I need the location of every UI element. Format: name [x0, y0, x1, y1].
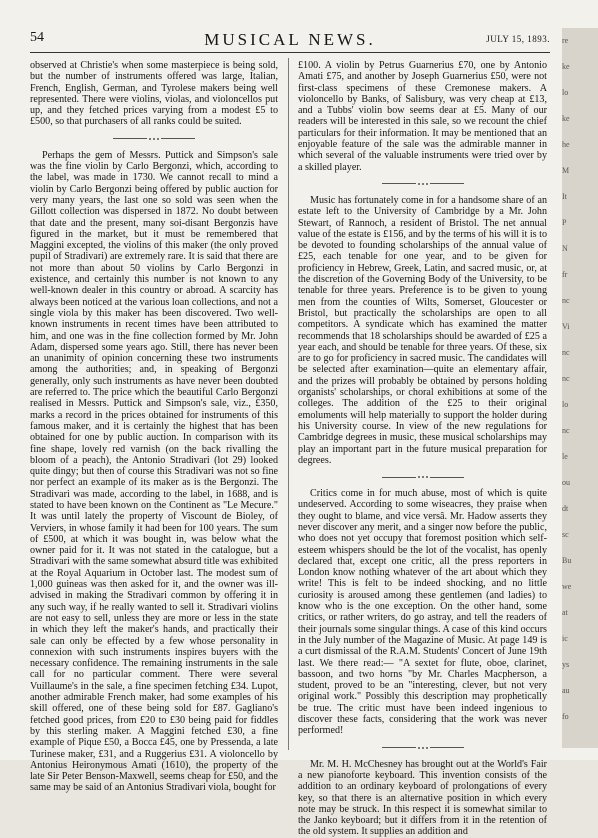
margin-fragment: nc: [562, 374, 570, 383]
page-header: [30, 30, 550, 53]
margin-fragment: at: [562, 608, 568, 617]
column-rule: [288, 58, 289, 750]
margin-fragment: ou: [562, 478, 570, 487]
margin-fragment: sc: [562, 530, 569, 539]
section-divider: [30, 132, 278, 146]
right-column: [298, 60, 547, 838]
margin-fragment: It: [562, 192, 567, 201]
issue-date: JULY 15, 1893.: [486, 34, 550, 44]
margin-fragment: fr: [562, 270, 568, 279]
margin-fragment: M: [562, 166, 570, 175]
margin-fragment: le: [562, 452, 568, 461]
margin-fragment: nc: [562, 296, 570, 305]
article-paragraph: Perhaps the gem of Messrs. Puttick and Simpson's sale was the fine violin by Carlo Bergonzi, which, according to the label, was made in 1730. We cannot recall to mind a violin by Carlo Bergonzi being offered by public auction for very many years, the last one so sold was seen when the Gillott collection was dispersed in 1872. No doubt between that date and the present, many soi-disant Bergonzis have figured in the market, but it must be remembered that Maggini excepted, the violins of this maker (the only proved pupil of Stradivari) are extremely rare. It is said that there are not more than about 50 violins by Carlo Bergonzi in existence, and certainly this number is not known to any well-known dealer in this country or abroad. A scarcity has always been noticed at the various loan collections, and not a single viola by this maker has been discovered. Two well-known instruments in recent times have been attributed to him, and one was in the fine collection formed by Mr. John Adam, dispersed some years ago. Still, there has never been an unanimity of opinion concerning these two instruments among the authorities; and, in speaking of Bergonzi generally, only such instruments as have never been doubted are referred to. The price which the beautiful Carlo Bergonzi realised in Messrs. Puttick and Simpson's sale, viz., £350, marks a record in the prices obtained for instruments of this famous maker, and it is certainly the highest that has been obtained for one by public auction. In comparison with its fine shape, lovely red varnish (on the back rivalling the bloom of a peach), the Antonio Stradivari (lot 29) looked quite dingy; but then of course this Stradivari was not so fine nor perfect an example of its maker as is the Bergonzi. The Stradivari was made, according to the label, in 1688, and is stated to have been known on the Continent as "Le Mecure." It was until lately the property of Viscount de Bioley, of Verviers, in whose family it had been for 100 years. The sum of £500, at which it was bought in, was below what the owner paid for it. It was not stated in the catalogue, but a Stradivari with the same somewhat absurd title was exhibited at the Royal Aquarium in October last. The modest sum of 1,000 guineas was then asked for it, and the owner was ill-advised in making the Stradivari common by offering it in any such way, if he really wanted to sell it. Stradivari violins are not easy to sell, unless they are more or less in the state in which they left the maker's hands, and practically their sale can only be effected by a few whose personality in connexion with such instruments inspires buyers with the necessary confidence. The remaining instruments in the sale call for no particular comment. There were several Vuillaume's in the sale, a fine specimen fetching £34. Lupot, another admirable French maker, had some examples of his skill offered, one of these being sold for £87. Gagliano's fetched good prices, from £20 to £30 being paid for fiddles by this sterling maker. A Maggini fetched £30, a fine example of Pique £50, a Bocca £45, one by Pressenda, a late Turinese maker, £31, and a Ruggerius £31. A violoncello by Antonius Heironymous Amati (1610), the property of the late Sir Peter Benson-Maxwell, seems cheap for £50, and the same may be said of an Antonius Stradivari viola, bought for: [30, 149, 278, 794]
margin-fragment: ke: [562, 114, 570, 123]
margin-fragment: P: [562, 218, 567, 227]
margin-fragment: lo: [562, 88, 569, 97]
margin-fragment: nc: [562, 426, 570, 435]
article-paragraph: £100. A violin by Petrus Guarnerius £70, one by Antonio Amati £75, and another by Joseph Guarnerius £50, were not first-class specimens of these Cremonese makers. A violoncello by Banks, of Salisbury, was very cheap at £13, and a Tubbs' violin bow seems dear at £5. Many of our readers will be interested in this sale, so we recount the chief particulars for their information. It may be mentioned that an enjoyable feature of the sale was the admirable manner in which several of the valuable instruments were tried over by a skilled player.: [298, 60, 547, 173]
margin-fragment: lo: [562, 400, 569, 409]
adjacent-page-margin: [562, 28, 598, 748]
section-divider: [298, 470, 547, 484]
margin-fragment: Vi: [562, 322, 570, 331]
margin-fragment: re: [562, 36, 569, 45]
left-column: [30, 60, 278, 794]
page-number: 54: [30, 30, 44, 45]
margin-fragment: N: [562, 244, 568, 253]
article-paragraph: Mr. M. H. McChesney has brought out at the World's Fair a new pianoforte keyboard. This invention consists of the addition to an ordinary keyboard of prolongations of every key, so that there is an alternative position in which every note may be struck. In this respect it is somewhat similar to the Janko keyboard; but it differs from it in the retention of the old system. It supplies an addition and: [298, 758, 547, 838]
article-paragraph: Critics come in for much abuse, most of which is quite undeserved. According to some wiseacres, they praise when they ought to blame, and vice versâ. Mr. Hadow asserts they never discover any merit, and a singer now before the public, who does not yet occupy that foremost position which self-esteem whispers should be the lot of the vocalist, has openly declared that, except one critic, all the press reporters in London know nothing whatever of the art about which they write! This is felt to be indeed shocking, and no little curiosity is aroused among these gentlemen (and ladies) to know who is the one exception. On the other hand, some critics, or rather writers, do go astray, and tell the readers of their journals some singular things. A case of this kind occurs in the July number of the Magazine of Music. At page 149 is a curt dismissal of the R.A.M. Students' Concert of June 19th last. We there read:— "A sextet for flute, oboe, clarinet, bassoon, and two horns "by Mr. Charles Macpherson, a student, proved to be an "interesting, clever, but not very original work." Possibly this description may prophetically be true. The critic must have been indeed ingenious to discover these facts, considering that the work was never performed!: [298, 488, 547, 737]
margin-fragment: au: [562, 686, 570, 695]
margin-fragment: we: [562, 582, 572, 591]
section-divider: [298, 177, 547, 191]
margin-fragment: he: [562, 140, 570, 149]
section-divider: [298, 741, 547, 755]
margin-fragment: Bu: [562, 556, 572, 565]
margin-fragment: nc: [562, 348, 570, 357]
article-paragraph: Music has fortunately come in for a handsome share of an estate left to the University of Cambridge by a Mr. John Stewart, of Rannoch, a resident of Bristol. The net annual value of the estate is £156, and by the terms of his will it is to be devoted to founding scholarships of the annual value of £25, each tenable for one year, and to be given for proficiency in Hebrew, Greek, Latin, and sacred music, or, at the discretion of the Governing Body of the University, to be tenable for three years. Preference is to be given to young men from the counties of Wilts, Somerset, Gloucester or Bristol, but practically the scholarships are open to all competitors. A syndicate which has examined the matter recommends that 18 scholarships should be awarded of £25 a year each, and should be tenable for three years. Of these, six are to go for proficiency in sacred music. The candidates will be selected after examination—quite an elementary affair, and the prizes will probably be obtained by persons holding organists' scholarships, or choral exhibitions at some of the colleges. The addition of the £25 to their original emoluments will help materially to support the holder during his University course. In view of the new regulations for Cambridge degrees in music, these musical scholarships may play an important part in the future musical preparation for degrees.: [298, 194, 547, 466]
margin-fragment: dt: [562, 504, 569, 513]
article-paragraph: observed at Christie's when some masterpiece is being sold, but the number of instruments offered was large, Italian, French, English, German, and Tyrolese makers being well represented. There were violins, violas, and violoncellos put up, and they fetched prices varying from a modest £5 to £500, so that purchasers of all ranks could be suited.: [30, 60, 278, 128]
journal-title: MUSICAL NEWS.: [204, 30, 376, 49]
margin-fragment: ke: [562, 62, 570, 71]
margin-fragment: fo: [562, 712, 569, 721]
margin-fragment: ic: [562, 634, 568, 643]
margin-fragment: ys: [562, 660, 570, 669]
